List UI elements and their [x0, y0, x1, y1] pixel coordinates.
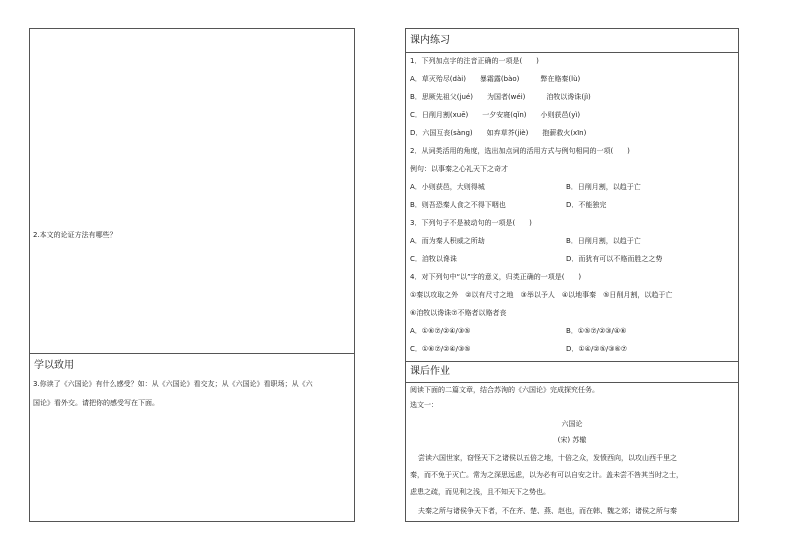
selection-label: 选文一： — [410, 401, 438, 409]
question-2: 2.本文的论证方法有哪些？ — [33, 231, 117, 239]
class-exercise-title: 课内练习 — [410, 35, 450, 46]
exercise-line-right: D．不能独完 — [566, 201, 607, 209]
exercise-line: ①秦以攻取之外 ②以有尺寸之地 ③举以予人 ④以地事秦 ⑤日削月割，以趋于亡 — [410, 291, 673, 299]
apply-section-title: 学以致用 — [34, 360, 74, 371]
homework-intro: 阅读下面的二篇文章，结合苏洵的《六国论》完成探究任务。 — [410, 386, 599, 394]
exercise-line: B．思厥先祖父(jué) 为国者(wéi) 洎牧以谗诛(jì) — [410, 93, 591, 101]
essay-paragraph-2-line-1: 夫秦之所与诸侯争天下者，不在齐、楚、燕、赵也，而在韩、魏之郊；诸侯之所与秦 — [418, 507, 677, 515]
exercise-line-right: B．①⑤⑦/②③/④⑥ — [566, 327, 627, 335]
essay-author: (宋) 苏辙 — [557, 436, 587, 444]
exercise-line: 3．下列句子不是被动句的一项是( ) — [410, 219, 532, 227]
right-panel — [405, 28, 739, 522]
exercise-line: A．①⑥⑦/②④/③⑤ — [410, 327, 471, 335]
exercise-line: 2．从词类活用的角度，选出加点词的活用方式与例句相同的一项( ) — [410, 147, 630, 155]
homework-divider — [406, 361, 738, 362]
exercise-line: A．草灭殆尽(dài) 暴霜露(bào) 弊在赂秦(lù) — [410, 75, 581, 83]
left-panel — [29, 28, 355, 522]
essay-paragraph-1-line-3: 虑患之疏，而见利之浅，且不知天下之势也。 — [410, 488, 550, 496]
homework-title: 课后作业 — [410, 366, 450, 377]
title-divider — [406, 52, 738, 53]
exercise-line: A．而为秦人积威之所劫 — [410, 237, 485, 245]
essay-title: 六国论 — [561, 420, 583, 428]
exercise-line: C．洎牧以谗诛 — [410, 255, 457, 263]
left-divider — [30, 353, 354, 354]
exercise-line: 1．下列加点字的注音正确的一项是( ) — [410, 57, 539, 65]
exercise-line: 4．对下列句中“以”字的意义，归类正确的一项是( ) — [410, 273, 582, 281]
exercise-line-right: D．①④/②⑤/③⑥⑦ — [566, 345, 628, 353]
exercise-line: C．日削月割(xuē) 一夕安寝(qǐn) 小则获邑(yì) — [410, 111, 581, 119]
exercise-line: A．小则获邑，大则得城 — [410, 183, 485, 191]
exercise-line: B．则吾恐秦人食之不得下咽也 — [410, 201, 506, 209]
question-3-line-2: 国论》看外交。请把你的感受写在下面。 — [33, 399, 159, 407]
exercise-line-right: B．日削月割，以趋于亡 — [566, 237, 641, 245]
exercise-line: C．①⑥⑦/②④/③⑤ — [410, 345, 471, 353]
exercise-line: ⑥洎牧以谗诛⑦不赂者以赂者丧 — [410, 309, 507, 317]
question-3-line-1: 3.你读了《六国论》有什么感受？如：从《六国论》看交友；从《六国论》看职场；从《六 — [33, 380, 313, 388]
exercise-line: 例句：以事秦之心礼天下之奇才 — [410, 165, 508, 173]
exercise-line: D．六国互丧(sàng) 如弃草芥(jiè) 抱薪救火(xīn) — [410, 129, 587, 137]
essay-paragraph-1-line-1: 尝读六国世家，窃怪天下之诸侯以五倍之地，十倍之众，发愤西向，以攻山西千里之 — [418, 454, 677, 462]
exercise-line-right: B．日削月割，以趋于亡 — [566, 183, 641, 191]
exercise-line-right: D．而犹有可以不赂而胜之之势 — [566, 255, 663, 263]
essay-paragraph-1-line-2: 秦，而不免于灭亡。常为之深思远虑，以为必有可以自安之计。盖未尝不咎其当时之士， — [410, 471, 683, 479]
homework-title-divider — [406, 382, 738, 383]
